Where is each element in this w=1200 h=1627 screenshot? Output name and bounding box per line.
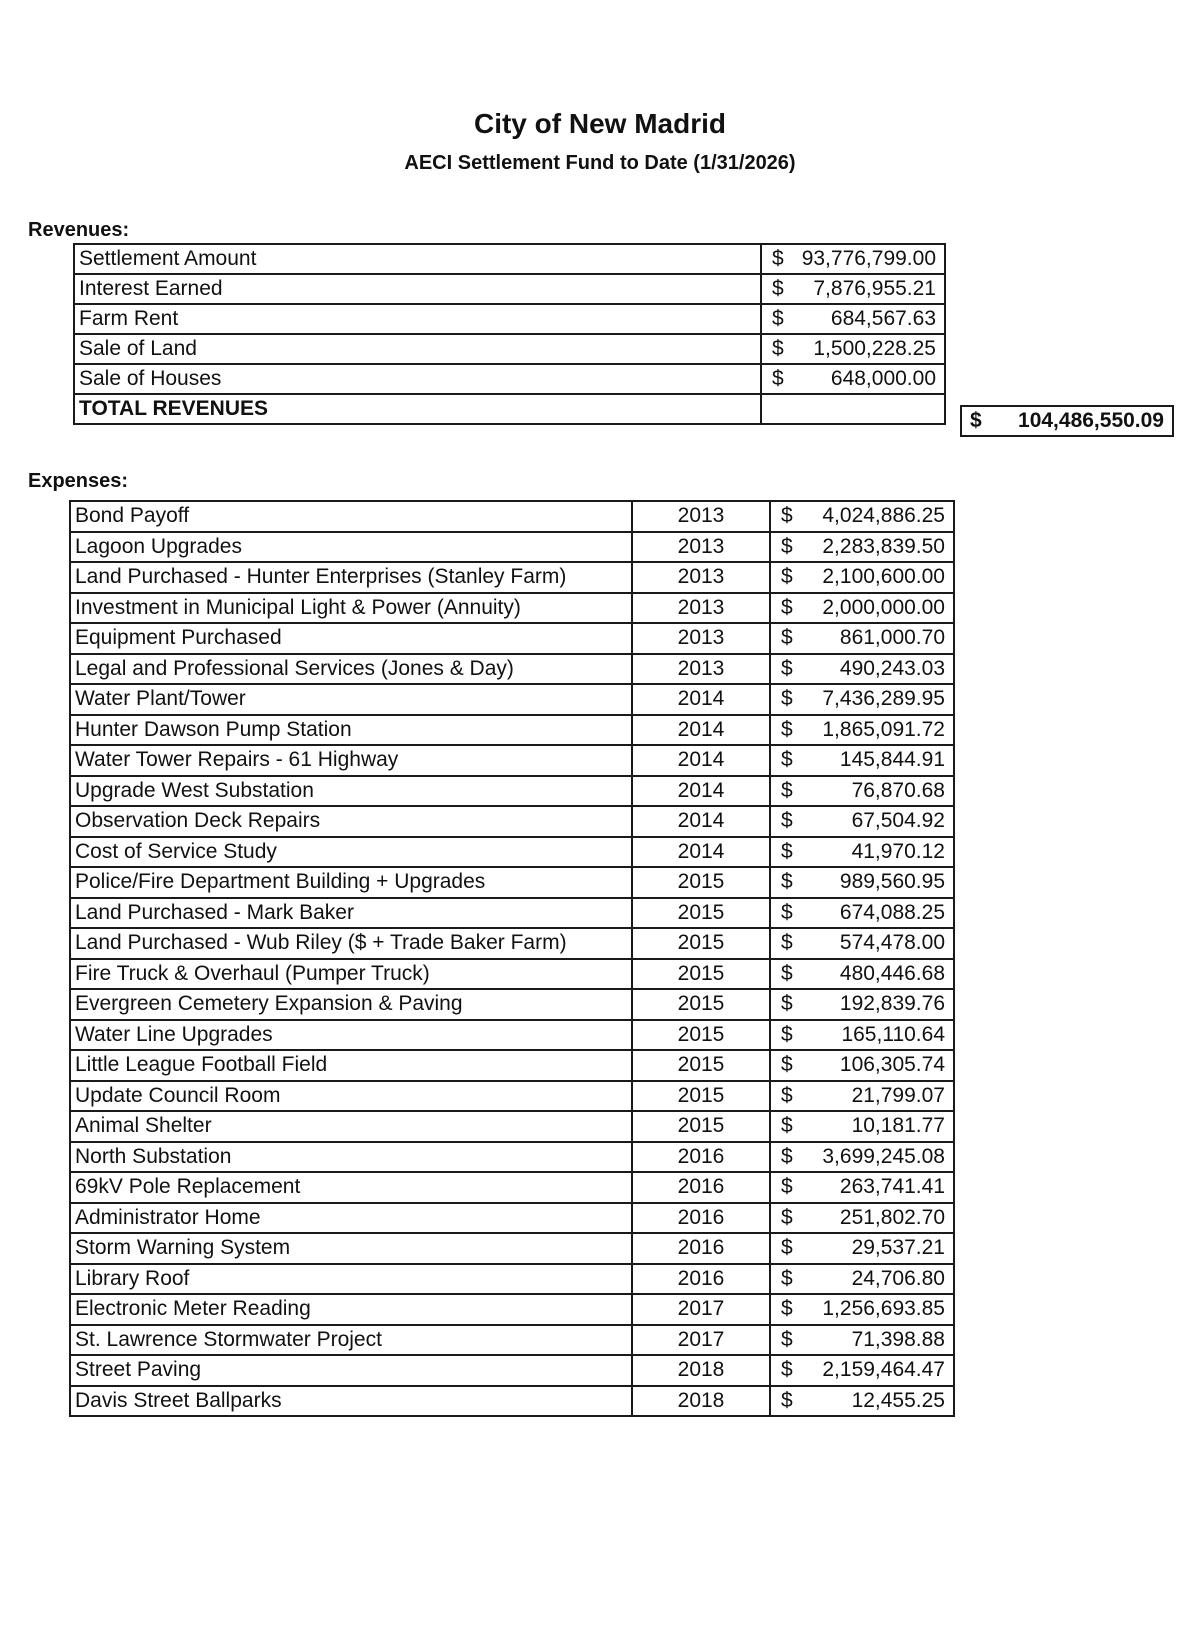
expense-amount: 21,799.07 — [851, 1083, 945, 1107]
expense-row — [70, 989, 954, 1020]
expense-currency: $ — [781, 992, 793, 1016]
revenue-row — [74, 244, 945, 274]
expense-row — [70, 623, 954, 654]
revenue-currency: $ — [772, 277, 784, 300]
revenue-row — [74, 334, 945, 364]
expense-year: 2015 — [632, 898, 770, 929]
expense-year: 2016 — [632, 1264, 770, 1295]
expense-currency: $ — [781, 961, 793, 985]
expense-row — [70, 715, 954, 746]
expense-currency: $ — [781, 931, 793, 955]
expense-currency: $ — [781, 839, 793, 863]
expense-name: 69kV Pole Replacement — [70, 1172, 632, 1203]
expense-name: Water Tower Repairs - 61 Highway — [70, 745, 632, 776]
expense-currency: $ — [781, 717, 793, 741]
expense-currency: $ — [781, 1053, 793, 1077]
total-revenues-amount-box — [960, 405, 1174, 437]
revenue-amount: 93,776,799.00 — [801, 247, 936, 270]
expense-amount-cell — [770, 623, 954, 654]
expense-amount: 165,110.64 — [841, 1022, 945, 1046]
revenues-label: Revenues: — [28, 219, 130, 241]
expense-amount: 76,870.68 — [851, 778, 945, 802]
expense-name: Davis Street Ballparks — [70, 1386, 632, 1417]
revenue-amount: 1,500,228.25 — [813, 337, 936, 360]
expense-amount-cell — [770, 1264, 954, 1295]
expense-year: 2014 — [632, 776, 770, 807]
revenue-amount-cell — [761, 364, 945, 394]
expense-amount-cell — [770, 715, 954, 746]
expense-name: Equipment Purchased — [70, 623, 632, 654]
expense-amount: 24,706.80 — [851, 1266, 945, 1290]
revenue-name: Farm Rent — [74, 304, 761, 334]
expense-amount: 574,478.00 — [839, 931, 945, 955]
expense-year: 2013 — [632, 532, 770, 563]
expense-amount: 1,865,091.72 — [822, 717, 945, 741]
page-subtitle: AECI Settlement Fund to Date (1/31/2026) — [404, 152, 796, 174]
revenue-currency: $ — [772, 247, 784, 270]
expense-year: 2015 — [632, 989, 770, 1020]
expense-amount: 490,243.03 — [839, 656, 945, 680]
revenue-row — [74, 304, 945, 334]
expense-currency: $ — [781, 748, 793, 772]
expense-row — [70, 1355, 954, 1386]
expense-amount: 7,436,289.95 — [822, 687, 945, 711]
revenue-amount: 7,876,955.21 — [813, 277, 936, 300]
expense-currency: $ — [781, 1266, 793, 1290]
expense-year: 2017 — [632, 1325, 770, 1356]
expense-row — [70, 776, 954, 807]
expense-amount: 106,305.74 — [839, 1053, 945, 1077]
expense-row — [70, 898, 954, 929]
expense-currency: $ — [781, 565, 793, 589]
expense-year: 2017 — [632, 1294, 770, 1325]
expense-amount-cell — [770, 867, 954, 898]
expense-currency: $ — [781, 626, 793, 650]
expense-currency: $ — [781, 1114, 793, 1138]
expense-name: Bond Payoff — [70, 501, 632, 532]
expense-currency: $ — [781, 534, 793, 558]
revenue-name: Sale of Houses — [74, 364, 761, 394]
expense-currency: $ — [781, 1144, 793, 1168]
revenue-amount: 684,567.63 — [830, 307, 936, 330]
expense-amount-cell — [770, 654, 954, 685]
expense-row — [70, 745, 954, 776]
expense-amount-cell — [770, 776, 954, 807]
expense-year: 2016 — [632, 1172, 770, 1203]
expense-currency: $ — [781, 656, 793, 680]
expense-name: St. Lawrence Stormwater Project — [70, 1325, 632, 1356]
expense-row — [70, 1264, 954, 1295]
expense-currency: $ — [781, 1236, 793, 1260]
expense-year: 2013 — [632, 623, 770, 654]
expense-amount-cell — [770, 532, 954, 563]
expense-amount-cell — [770, 745, 954, 776]
expense-amount-cell — [770, 593, 954, 624]
revenue-name: Interest Earned — [74, 274, 761, 304]
expense-currency: $ — [781, 778, 793, 802]
expense-amount: 251,802.70 — [839, 1205, 945, 1229]
expense-amount: 10,181.77 — [851, 1114, 945, 1138]
revenue-currency: $ — [772, 307, 784, 330]
expense-amount: 71,398.88 — [851, 1327, 945, 1351]
expense-row — [70, 1050, 954, 1081]
expense-currency: $ — [781, 1358, 793, 1382]
expense-year: 2016 — [632, 1142, 770, 1173]
expense-currency: $ — [781, 504, 793, 528]
total-currency: $ — [970, 409, 982, 432]
expense-currency: $ — [781, 900, 793, 924]
expense-year: 2015 — [632, 867, 770, 898]
expense-currency: $ — [781, 1022, 793, 1046]
expense-amount-cell — [770, 1386, 954, 1417]
expense-amount-cell — [770, 1203, 954, 1234]
expense-year: 2013 — [632, 593, 770, 624]
expense-year: 2015 — [632, 1020, 770, 1051]
expense-name: Little League Football Field — [70, 1050, 632, 1081]
revenue-amount: 648,000.00 — [830, 367, 936, 390]
expense-year: 2013 — [632, 654, 770, 685]
expense-amount: 263,741.41 — [839, 1175, 945, 1199]
total-revenues-label: TOTAL REVENUES — [74, 394, 761, 424]
revenue-amount-cell — [761, 244, 945, 274]
expense-amount: 12,455.25 — [851, 1388, 945, 1412]
expense-currency: $ — [781, 1175, 793, 1199]
expense-currency: $ — [781, 1083, 793, 1107]
expense-amount-cell — [770, 501, 954, 532]
expense-amount: 41,970.12 — [851, 839, 945, 863]
expense-amount-cell — [770, 684, 954, 715]
expense-year: 2014 — [632, 745, 770, 776]
expense-amount-cell — [770, 1233, 954, 1264]
revenue-name: Settlement Amount — [74, 244, 761, 274]
revenue-amount-cell — [761, 304, 945, 334]
expense-name: Administrator Home — [70, 1203, 632, 1234]
expense-amount-cell — [770, 1020, 954, 1051]
expense-amount: 989,560.95 — [839, 870, 945, 894]
total-amount: 104,486,550.09 — [1018, 409, 1164, 432]
expense-name: Storm Warning System — [70, 1233, 632, 1264]
expense-name: Street Paving — [70, 1355, 632, 1386]
expense-row — [70, 593, 954, 624]
expense-year: 2016 — [632, 1203, 770, 1234]
expense-amount-cell — [770, 1325, 954, 1356]
expense-currency: $ — [781, 1388, 793, 1412]
expense-amount: 1,256,693.85 — [822, 1297, 945, 1321]
expense-name: North Substation — [70, 1142, 632, 1173]
expense-year: 2016 — [632, 1233, 770, 1264]
expense-name: Police/Fire Department Building + Upgrades — [70, 867, 632, 898]
expense-name: Observation Deck Repairs — [70, 806, 632, 837]
expense-row — [70, 684, 954, 715]
expense-name: Animal Shelter — [70, 1111, 632, 1142]
total-revenues-empty-cell — [761, 394, 945, 424]
expense-row — [70, 867, 954, 898]
expense-row — [70, 562, 954, 593]
expense-name: Land Purchased - Wub Riley ($ + Trade Baker Farm) — [70, 928, 632, 959]
expense-row — [70, 1142, 954, 1173]
expense-year: 2014 — [632, 684, 770, 715]
revenue-amount-cell — [761, 274, 945, 304]
expense-currency: $ — [781, 1297, 793, 1321]
expense-year: 2015 — [632, 1081, 770, 1112]
expense-year: 2014 — [632, 715, 770, 746]
expense-row — [70, 532, 954, 563]
expense-amount-cell — [770, 806, 954, 837]
expense-row — [70, 837, 954, 868]
expense-amount-cell — [770, 562, 954, 593]
expense-year: 2014 — [632, 806, 770, 837]
expense-currency: $ — [781, 1327, 793, 1351]
expense-year: 2015 — [632, 1111, 770, 1142]
expense-year: 2018 — [632, 1386, 770, 1417]
expense-currency: $ — [781, 870, 793, 894]
expense-row — [70, 806, 954, 837]
revenue-row — [74, 274, 945, 304]
expense-year: 2018 — [632, 1355, 770, 1386]
expense-amount: 4,024,886.25 — [822, 504, 945, 528]
expense-name: Cost of Service Study — [70, 837, 632, 868]
expense-amount: 2,283,839.50 — [822, 534, 945, 558]
expense-name: Water Line Upgrades — [70, 1020, 632, 1051]
expense-row — [70, 1386, 954, 1417]
expense-year: 2013 — [632, 562, 770, 593]
expense-row — [70, 1325, 954, 1356]
expense-row — [70, 1020, 954, 1051]
expense-year: 2015 — [632, 928, 770, 959]
expense-amount: 2,159,464.47 — [822, 1358, 945, 1382]
expense-amount-cell — [770, 1111, 954, 1142]
expense-row — [70, 1233, 954, 1264]
expense-amount: 67,504.92 — [851, 809, 945, 833]
expense-amount-cell — [770, 1355, 954, 1386]
expense-amount-cell — [770, 989, 954, 1020]
expense-currency: $ — [781, 809, 793, 833]
expense-name: Evergreen Cemetery Expansion & Paving — [70, 989, 632, 1020]
expense-amount-cell — [770, 928, 954, 959]
revenue-amount-cell — [761, 334, 945, 364]
expense-row — [70, 1081, 954, 1112]
expense-row — [70, 501, 954, 532]
expense-name: Legal and Professional Services (Jones & Day) — [70, 654, 632, 685]
revenue-row — [74, 364, 945, 394]
expense-amount-cell — [770, 1081, 954, 1112]
expense-row — [70, 1203, 954, 1234]
expense-amount: 2,000,000.00 — [822, 595, 945, 619]
expense-name: Investment in Municipal Light & Power (Annuity) — [70, 593, 632, 624]
expense-amount: 2,100,600.00 — [822, 565, 945, 589]
expense-amount-cell — [770, 1294, 954, 1325]
expense-name: Library Roof — [70, 1264, 632, 1295]
expense-year: 2013 — [632, 501, 770, 532]
expense-row — [70, 928, 954, 959]
expense-amount: 145,844.91 — [839, 748, 945, 772]
expense-row — [70, 1294, 954, 1325]
expense-amount: 3,699,245.08 — [822, 1144, 945, 1168]
expense-name: Hunter Dawson Pump Station — [70, 715, 632, 746]
expenses-label: Expenses: — [28, 470, 129, 492]
expense-currency: $ — [781, 595, 793, 619]
expense-name: Lagoon Upgrades — [70, 532, 632, 563]
expense-year: 2014 — [632, 837, 770, 868]
expense-amount: 674,088.25 — [839, 900, 945, 924]
expense-amount-cell — [770, 837, 954, 868]
page-title: City of New Madrid — [473, 108, 726, 139]
expense-year: 2015 — [632, 959, 770, 990]
expense-name: Water Plant/Tower — [70, 684, 632, 715]
revenue-name: Sale of Land — [74, 334, 761, 364]
expense-amount: 192,839.76 — [839, 992, 945, 1016]
expense-amount-cell — [770, 959, 954, 990]
revenue-currency: $ — [772, 337, 784, 360]
revenues-table — [73, 243, 946, 425]
expense-year: 2015 — [632, 1050, 770, 1081]
expenses-table — [69, 500, 955, 1417]
expense-name: Land Purchased - Mark Baker — [70, 898, 632, 929]
expense-row — [70, 1172, 954, 1203]
expense-currency: $ — [781, 1205, 793, 1229]
expense-name: Fire Truck & Overhaul (Pumper Truck) — [70, 959, 632, 990]
expense-amount: 29,537.21 — [851, 1236, 945, 1260]
expense-amount: 480,446.68 — [839, 961, 945, 985]
expense-amount-cell — [770, 1142, 954, 1173]
revenue-currency: $ — [772, 367, 784, 390]
total-revenues-row — [74, 394, 945, 424]
expense-row — [70, 1111, 954, 1142]
expense-name: Land Purchased - Hunter Enterprises (Stanley Farm) — [70, 562, 632, 593]
expense-row — [70, 959, 954, 990]
expense-currency: $ — [781, 687, 793, 711]
expense-name: Update Council Room — [70, 1081, 632, 1112]
expense-amount-cell — [770, 898, 954, 929]
expense-name: Electronic Meter Reading — [70, 1294, 632, 1325]
expense-row — [70, 654, 954, 685]
expense-amount: 861,000.70 — [839, 626, 945, 650]
expense-amount-cell — [770, 1050, 954, 1081]
expense-amount-cell — [770, 1172, 954, 1203]
expense-name: Upgrade West Substation — [70, 776, 632, 807]
